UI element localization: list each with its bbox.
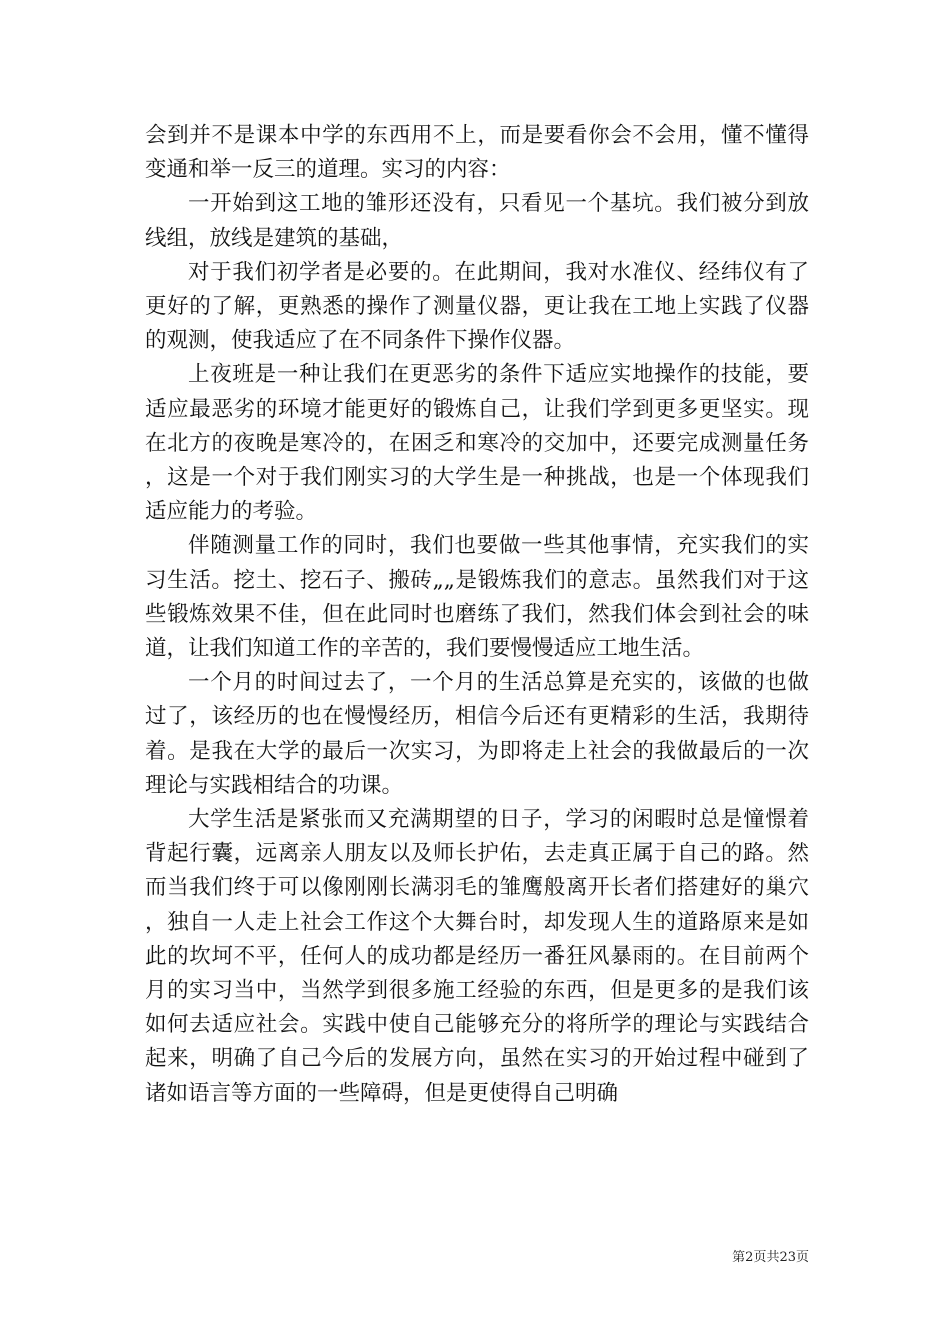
document-body bbox=[145, 119, 809, 1111]
paragraph-3: 对于我们初学者是必要的。在此期间，我对水准仪、经纬仪有了更好的了解，更熟悉的操作了测量仪器，更让我在工地上实践了仪器的观测，使我适应了在不同条件下操作仪器。 bbox=[145, 259, 809, 354]
paragraph-6: 一个月的时间过去了，一个月的生活总算是充实的，该做的也做过了，该经历的也在慢慢经历，相信今后还有更精彩的生活，我期待着。是我在大学的最后一次实习，为即将走上社会的我做最后的一次理论与实践相结合的功课。 bbox=[145, 670, 809, 798]
paragraph-4: 上夜班是一种让我们在更恶劣的条件下适应实地操作的技能，要适应最恶劣的环境才能更好的锻炼自己，让我们学到更多更坚实。现在北方的夜晚是寒冷的，在困乏和寒冷的交加中，还要完成测量任务，这是一个对于我们刚实习的大学生是一种挑战，也是一个体现我们适应能力的考验。 bbox=[145, 362, 809, 525]
paragraph-2: 一开始到这工地的雏形还没有，只看见一个基坑。我们被分到放线组，放线是建筑的基础， bbox=[145, 191, 809, 251]
page-number-footer: 第2页共23页 bbox=[732, 1250, 809, 1265]
paragraph-5: 伴随测量工作的同时，我们也要做一些其他事情，充实我们的实习生活。挖土、挖石子、搬砖„„是锻炼我们的意志。虽然我们对于这些锻炼效果不佳，但在此同时也磨练了我们，然我们体会到社会的味道，让我们知道工作的辛苦的，我们要慢慢适应工地生活。 bbox=[145, 533, 809, 662]
paragraph-7: 大学生活是紧张而又充满期望的日子，学习的闲暇时总是憧憬着背起行囊，远离亲人朋友以及师长护佑，去走真正属于自己的路。然而当我们终于可以像刚刚长满羽毛的雏鹰般离开长者们搭建好的巢穴，独自一人走上社会工作这个大舞台时，却发现人生的道路原来是如此的坎坷不平，任何人的成功都是经历一番狂风暴雨的。在目前两个月的实习当中，当然学到很多施工经验的东西，但是更多的是我们该如何去适应社会。实践中使自己能够充分的将所学的理论与实践结合起来，明确了自己今后的发展方向，虽然在实习的开始过程中碰到了诸如语言等方面的一些障碍，但是更使得自己明确 bbox=[145, 807, 809, 1106]
paragraph-1: 会到并不是课本中学的东西用不上，而是要看你会不会用，懂不懂得变通和举一反三的道理。实习的内容： bbox=[145, 123, 809, 183]
